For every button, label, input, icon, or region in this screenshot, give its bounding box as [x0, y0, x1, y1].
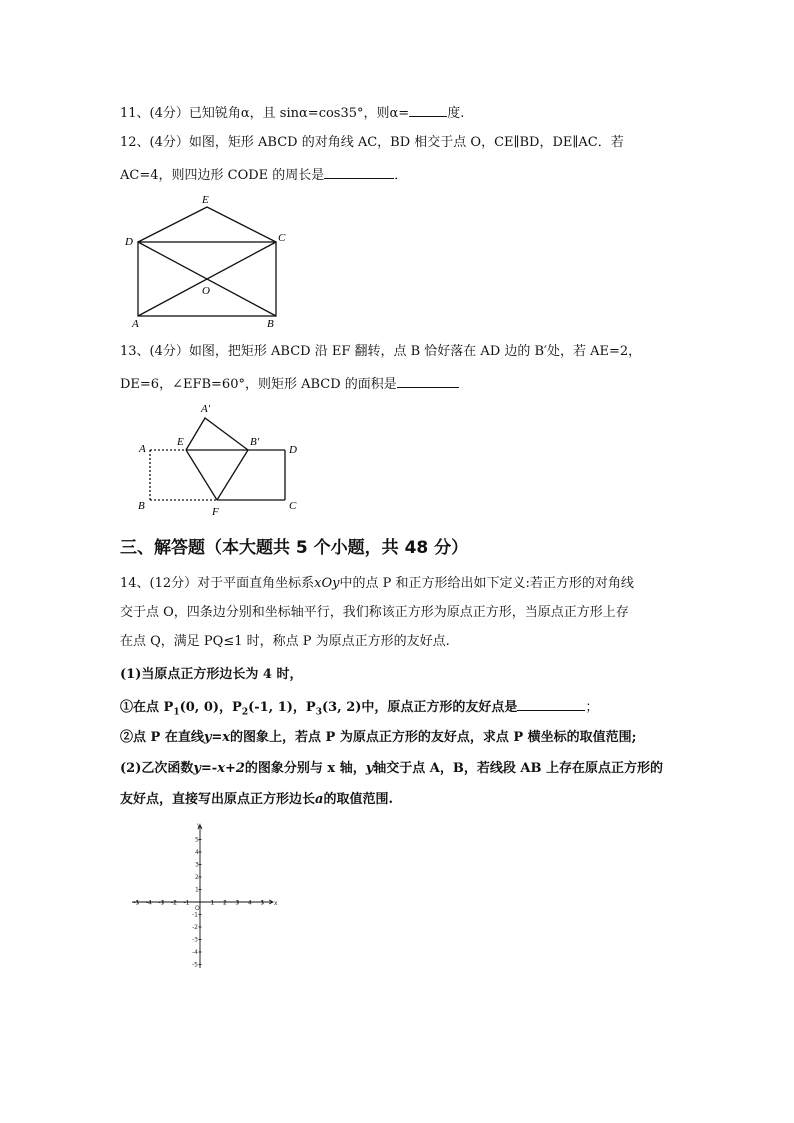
- label-A-prime: A′: [201, 403, 211, 415]
- question-13-line2: DE=6，∠EFB=60°，则矩形 ABCD 的面积是: [120, 374, 459, 394]
- x-tick-label: -4: [146, 899, 152, 907]
- answer-blank-13[interactable]: [397, 374, 459, 388]
- origin-label: O: [195, 905, 200, 912]
- x-tick-label: 5: [260, 899, 265, 907]
- question-14-line1: 14、(12分）对于平面直角坐标系xOy中的点 P 和正方形给出如下定义:若正方形的对角线: [120, 576, 634, 591]
- label-F: F: [212, 506, 219, 518]
- x-tick-label: 3: [235, 899, 240, 907]
- label-E: E: [202, 194, 209, 206]
- question-12-line2: AC=4，则四边形 CODE 的周长是 ．: [120, 165, 407, 185]
- question-12-line1: 12、(4分）如图，矩形 ABCD 的对角线 AC，BD 相交于点 O，CE∥BD，DE∥AC．若: [120, 135, 624, 150]
- y-tick-label: 3: [195, 861, 199, 869]
- figure-13-fold: [138, 403, 297, 518]
- question-11: 11、(4分）已知锐角α，且 sinα=cos35°，则α= 度.: [120, 103, 464, 123]
- x-tick-label: 2: [223, 899, 227, 907]
- x-tick-label: 4: [248, 899, 252, 907]
- question-14-line2: 交于点 O，四条边分别和坐标轴平行，我们称该正方形为原点正方形，当原点正方形上存: [120, 605, 629, 620]
- label-C: C: [289, 500, 297, 512]
- y-tick-label: -2: [192, 924, 198, 931]
- label-A: A: [132, 318, 139, 330]
- label-D: D: [289, 444, 297, 456]
- lines-de-ce: [138, 207, 276, 242]
- edges-ea-prime-b-prime: [186, 418, 248, 450]
- x-tick-label: -2: [171, 899, 177, 907]
- y-tick-label: -5: [192, 961, 198, 969]
- question-14-line3: 在点 Q，满足 PQ≤1 时，称点 P 为原点正方形的友好点.: [120, 634, 450, 649]
- label-B: B: [138, 500, 145, 512]
- question-14-part1: (1)当原点正方形边长为 4 时，: [120, 667, 303, 682]
- coordinate-axes: [132, 822, 278, 969]
- label-B-prime: B′: [250, 436, 260, 448]
- label-B: B: [267, 318, 274, 330]
- label-O: O: [202, 285, 210, 297]
- fold-line-ef: [186, 450, 217, 500]
- x-axis-label: x: [274, 900, 278, 907]
- label-C: C: [278, 232, 286, 244]
- label-D: D: [125, 236, 133, 248]
- question-14-part2-line2: 友好点，直接写出原点正方形边长a的取值范围.: [120, 792, 393, 807]
- question-14-part2: (2)乙次函数y=-x+2的图象分别与 x 轴，y轴交于点 A，B，若线段 AB 上存在原点正方形的: [120, 761, 663, 776]
- y-tick-label: 4: [195, 849, 199, 856]
- y-axis-label: y: [197, 822, 201, 829]
- question-14-part1-2: ②点 P 在直线y=x的图象上，若点 P 为原点正方形的友好点，求点 P 横坐标的取值范围;: [120, 730, 637, 745]
- y-tick-label: -4: [192, 949, 198, 956]
- segment-fb-prime: [217, 450, 248, 500]
- label-A: A: [139, 443, 146, 455]
- x-tick-label: -1: [183, 899, 190, 907]
- section-heading: 三、解答题（本大题共 5 个小题，共 48 分）: [120, 538, 469, 558]
- label-E: E: [177, 436, 184, 448]
- y-tick-label: 1: [195, 886, 199, 894]
- y-tick-label: -3: [192, 936, 198, 944]
- question-13-line1: 13、(4分）如图，把矩形 ABCD 沿 EF 翻转，点 B 恰好落在 AD 边的 B′处，若 AE=2，: [120, 344, 642, 359]
- y-tick-label: 5: [195, 836, 199, 844]
- x-tick-label: -3: [158, 899, 165, 907]
- answer-blank-14-1[interactable]: [517, 697, 585, 711]
- x-tick-label: -5: [133, 899, 140, 907]
- x-tick-label: 1: [210, 899, 215, 907]
- question-14-part1-1: ①在点 $P_1(0$, 0)，$P_2(-1$, 1)，$P_3(3$, 2)中，原点正方形的友好点是 ；: [120, 697, 598, 722]
- y-tick-label: -1: [192, 911, 198, 919]
- y-tick-label: 2: [195, 874, 199, 881]
